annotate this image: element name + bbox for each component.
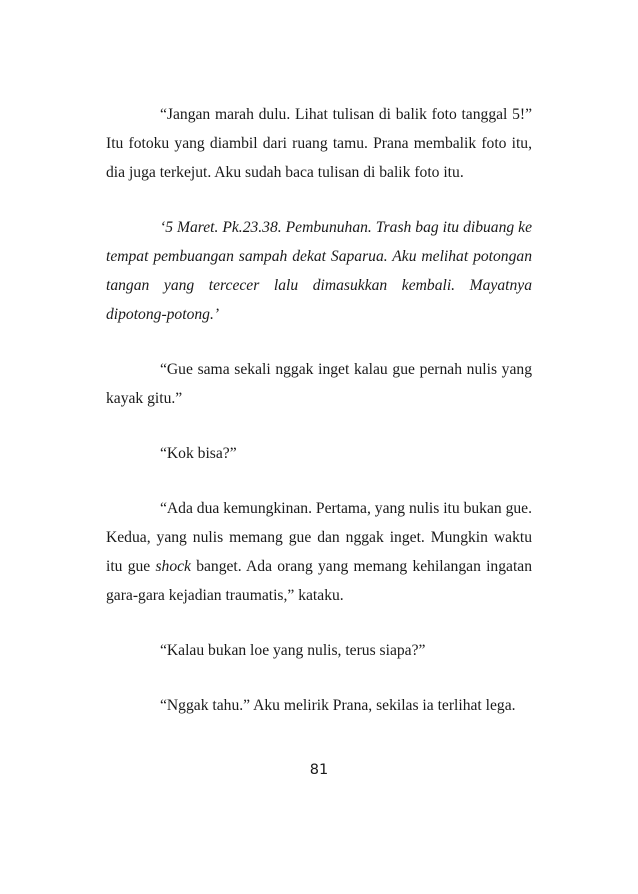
page-number: 81	[309, 762, 329, 778]
paragraph-5-text-before: “Ada dua kemungkinan. Pertama, yang nulis itu bukan gue. Kedua, yang nulis memang gue dan nggak inget. Mungkin waktu itu gue	[106, 500, 532, 575]
paragraph-5-emphasis: shock	[155, 558, 191, 575]
paragraph-5	[106, 494, 532, 610]
paragraph-7: “Nggak tahu.” Aku melirik Prana, sekilas ia terlihat lega.	[160, 697, 516, 714]
paragraph-3: “Gue sama sekali nggak inget kalau gue pernah nulis yang kayak gitu.”	[106, 361, 532, 407]
paragraph-1: “Jangan marah dulu. Lihat tulisan di balik foto tanggal 5!” Itu fotoku yang diambil dari ruang tamu. Prana membalik foto itu, dia juga terkejut. Aku sudah baca tulisan di balik foto itu.	[106, 106, 532, 181]
paragraph-2-italic-note: ‘5 Maret. Pk.23.38. Pembunuhan. Trash bag itu dibuang ke tempat pembuangan sampah dekat Saparua. Aku melihat potongan tangan yang tercecer lalu dimasukkan kembali. Mayatnya dipotong-potong.’	[106, 219, 532, 323]
paragraph-5-text-after: banget. Ada orang yang memang kehilangan ingatan gara-gara kejadian traumatis,” kataku.	[106, 558, 532, 604]
page-body	[106, 100, 532, 720]
paragraph-6: “Kalau bukan loe yang nulis, terus siapa?”	[160, 642, 426, 659]
paragraph-4: “Kok bisa?”	[160, 445, 237, 462]
